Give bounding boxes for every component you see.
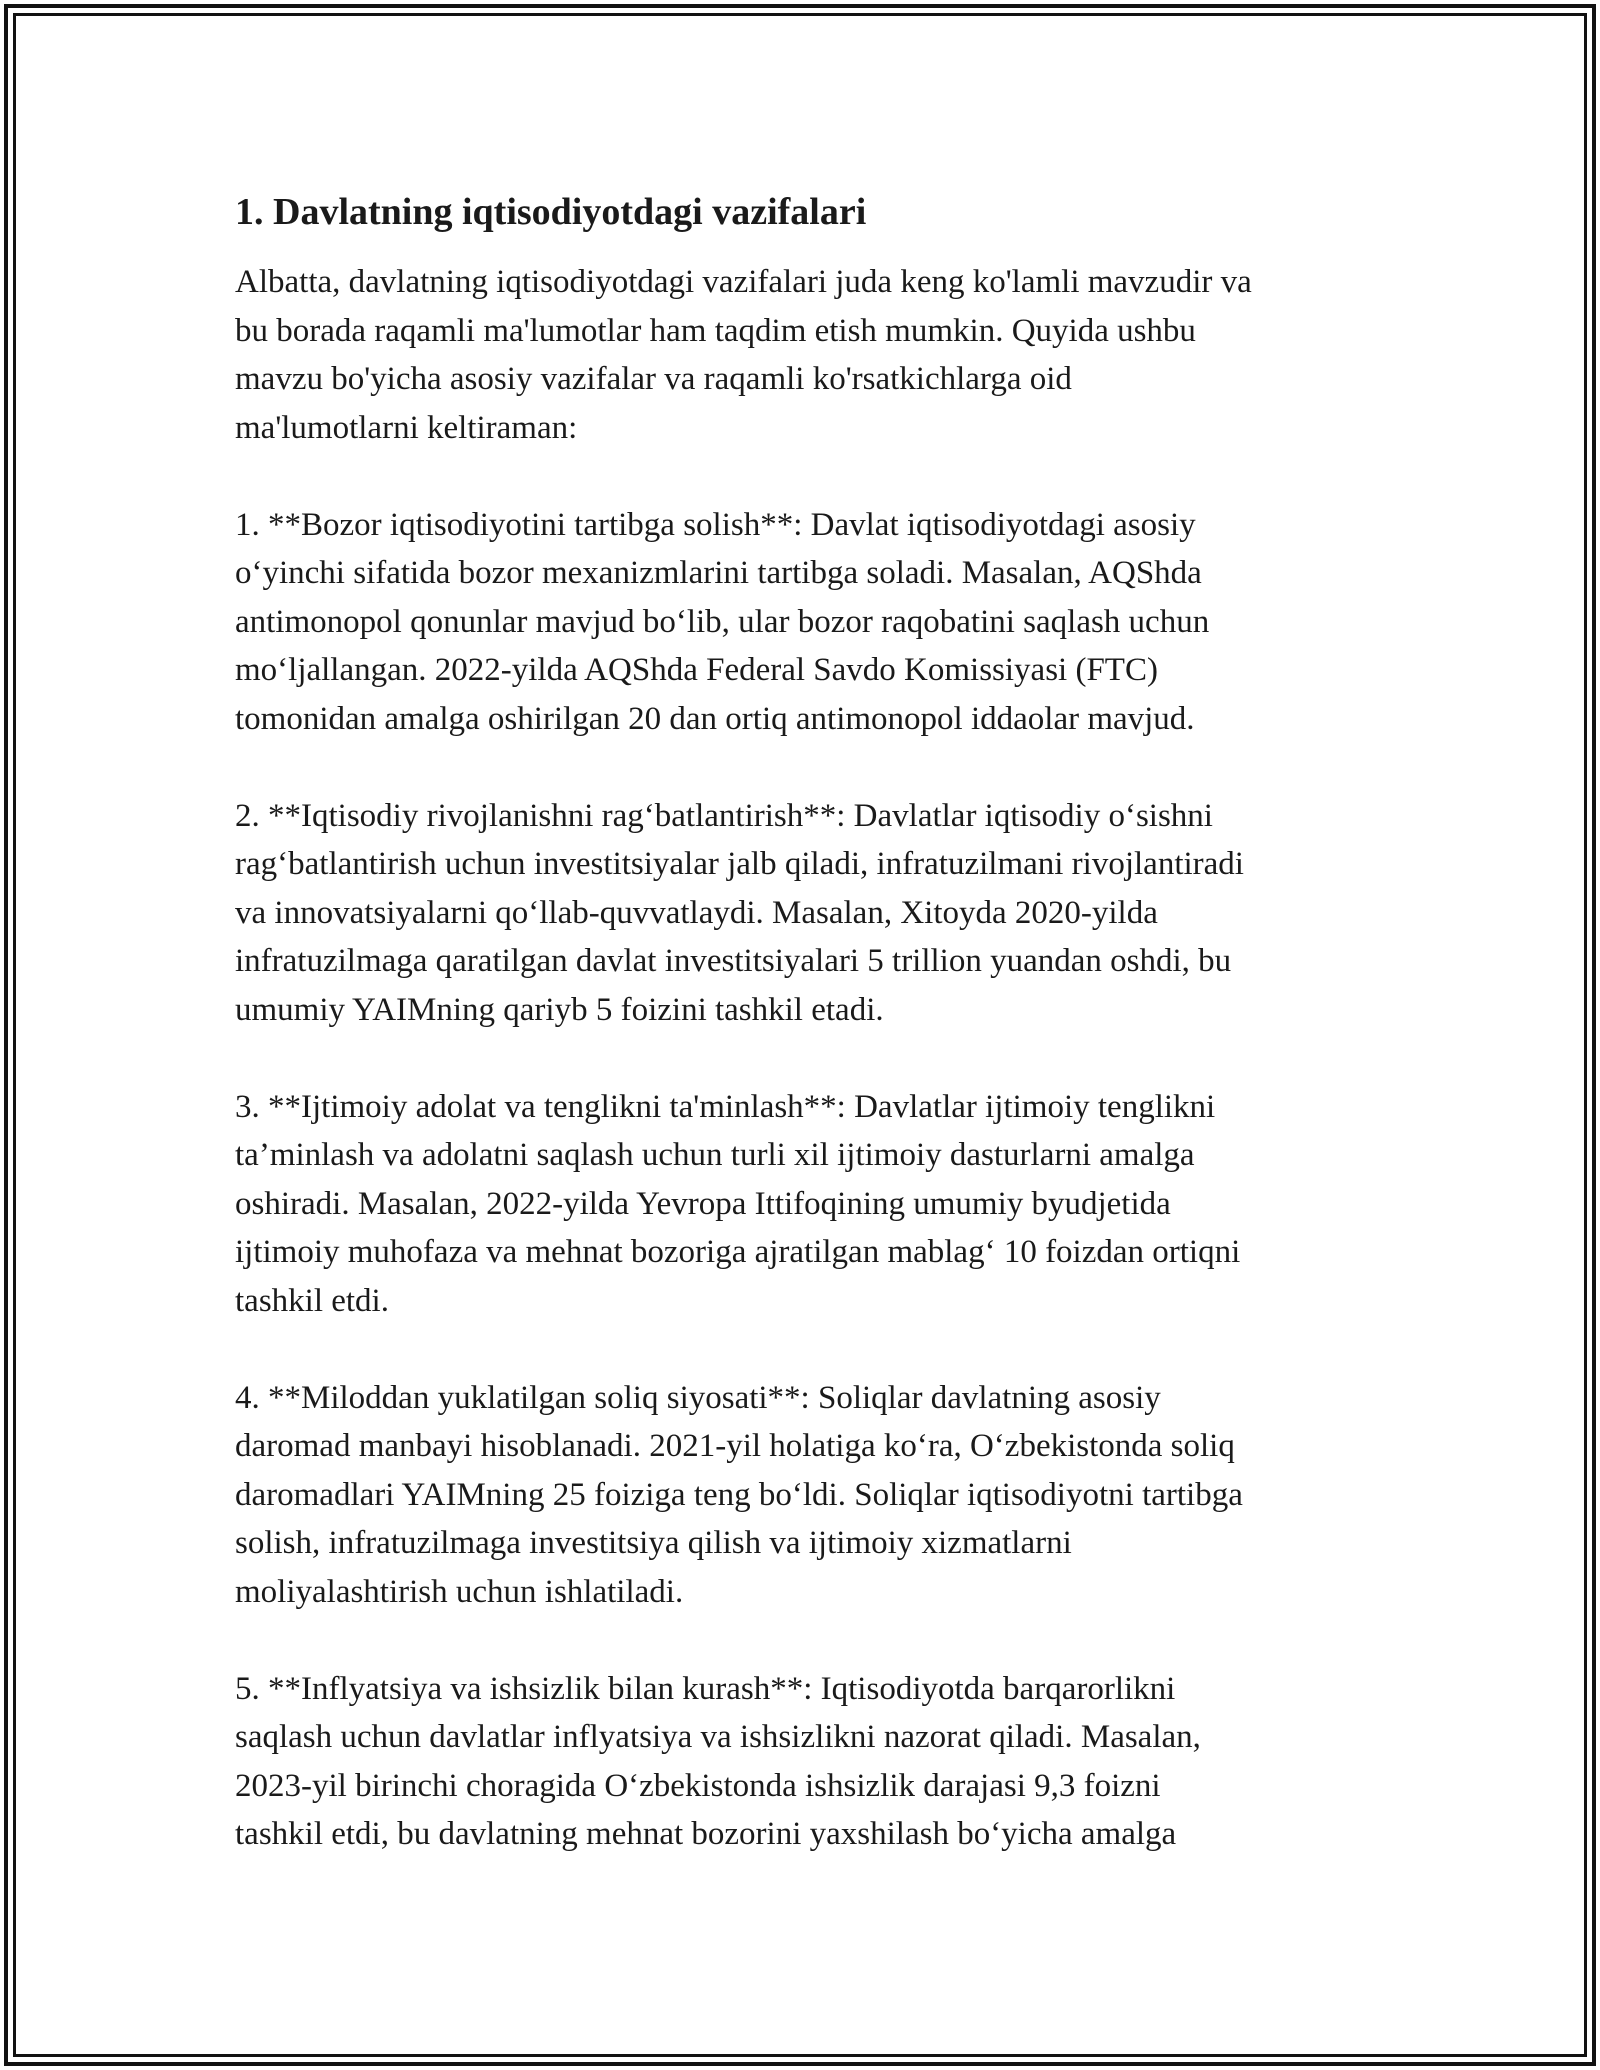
section-line: solish, infratuzilmaga investitsiya qilish va ijtimoiy xizmatlarni: [235, 1525, 1072, 1561]
section-line: antimonopol qonunlar mavjud bo‘lib, ular bozor raqobatini saqlash uchun: [235, 603, 1210, 640]
section-line: ijtimoiy muhofaza va mehnat bozoriga ajratilgan mablag‘ 10 foizdan ortiqni: [235, 1234, 1241, 1270]
paragraph-gap: [235, 1325, 1375, 1374]
section-line: tashkil etdi, bu davlatning mehnat bozorini yaxshilash bo‘yicha amalga: [235, 1816, 1177, 1852]
section-line: 4. **Miloddan yuklatilgan soliq siyosati**: Soliqlar davlatning asosiy: [235, 1379, 1161, 1416]
section-line: 1. **Bozor iqtisodiyotini tartibga solish**: Davlat iqtisodiyotdagi asosiy: [235, 506, 1196, 543]
section-line: 2. **Iqtisodiy rivojlanishni rag‘batlantirish**: Davlatlar iqtisodiy o‘sishni: [235, 797, 1213, 834]
section-line: 5. **Inflyatsiya va ishsizlik bilan kurash**: Iqtisodiyotda barqarorlikni: [235, 1670, 1176, 1707]
section-line: tashkil etdi.: [235, 1282, 389, 1319]
section-line: oshiradi. Masalan, 2022-yilda Yevropa Ittifoqining umumiy byudjetida: [235, 1185, 1171, 1222]
section-3-paragraph: [235, 1083, 1375, 1326]
section-line: 3. **Ijtimoiy adolat va tenglikni ta'minlash**: Davlatlar ijtimoiy tenglikni: [235, 1088, 1216, 1125]
section-line: 2023-yil birinchi choragida O‘zbekistonda ishsizlik darajasi 9,3 foizni: [235, 1767, 1161, 1804]
section-line: rag‘batlantirish uchun investitsiyalar jalb qiladi, infratuzilmani rivojlantiradi: [235, 846, 1244, 882]
section-line: mo‘ljallangan. 2022-yilda AQShda Federal Savdo Komissiyasi (FTC): [235, 652, 1158, 688]
section-line: daromad manbayi hisoblanadi. 2021-yil holatiga ko‘ra, O‘zbekistonda soliq: [235, 1428, 1235, 1464]
intro-line: mavzu bo'yicha asosiy vazifalar va raqamli ko'rsatkichlarga oid: [235, 361, 1072, 397]
paragraph-gap: [235, 743, 1375, 792]
intro-line: ma'lumotlarni keltiraman:: [235, 409, 578, 446]
section-line: ta’minlash va adolatni saqlash uchun turli xil ijtimoiy dasturlarni amalga: [235, 1137, 1195, 1173]
section-line: daromadlari YAIMning 25 foiziga teng bo‘ldi. Soliqlar iqtisodiyotni tartibga: [235, 1476, 1243, 1513]
intro-line: bu borada raqamli ma'lumotlar ham taqdim etish mumkin. Quyida ushbu: [235, 312, 1196, 349]
section-line: va innovatsiyalarni qo‘llab-quvvatlaydi. Masalan, Xitoyda 2020-yilda: [235, 894, 1158, 931]
section-line: o‘yinchi sifatida bozor mexanizmlarini tartibga soladi. Masalan, AQShda: [235, 555, 1202, 591]
section-line: moliyalashtirish uchun ishlatiladi.: [235, 1573, 684, 1610]
section-line: umumiy YAIMning qariyb 5 foizini tashkil etadi.: [235, 991, 884, 1028]
intro-paragraph: [235, 258, 1375, 452]
paragraph-gap: [235, 1034, 1375, 1083]
paragraph-gap: [235, 1616, 1375, 1665]
section-4-paragraph: [235, 1374, 1375, 1617]
section-2-paragraph: [235, 792, 1375, 1035]
section-5-paragraph: [235, 1665, 1375, 1859]
document-title: 1. Davlatning iqtisodiyotdagi vazifalari: [235, 191, 867, 233]
section-line: infratuzilmaga qaratilgan davlat investitsiyalari 5 trillion yuandan oshdi, bu: [235, 943, 1232, 979]
paragraph-gap: [235, 452, 1375, 501]
section-1-paragraph: [235, 501, 1375, 744]
section-line: tomonidan amalga oshirilgan 20 dan ortiq antimonopol iddaolar mavjud.: [235, 700, 1195, 737]
intro-line: Albatta, davlatning iqtisodiyotdagi vazifalari juda keng ko'lamli mavzudir va: [235, 264, 1252, 300]
section-line: saqlash uchun davlatlar inflyatsiya va ishsizlikni nazorat qiladi. Masalan,: [235, 1719, 1201, 1755]
document-body: [235, 188, 1375, 1859]
